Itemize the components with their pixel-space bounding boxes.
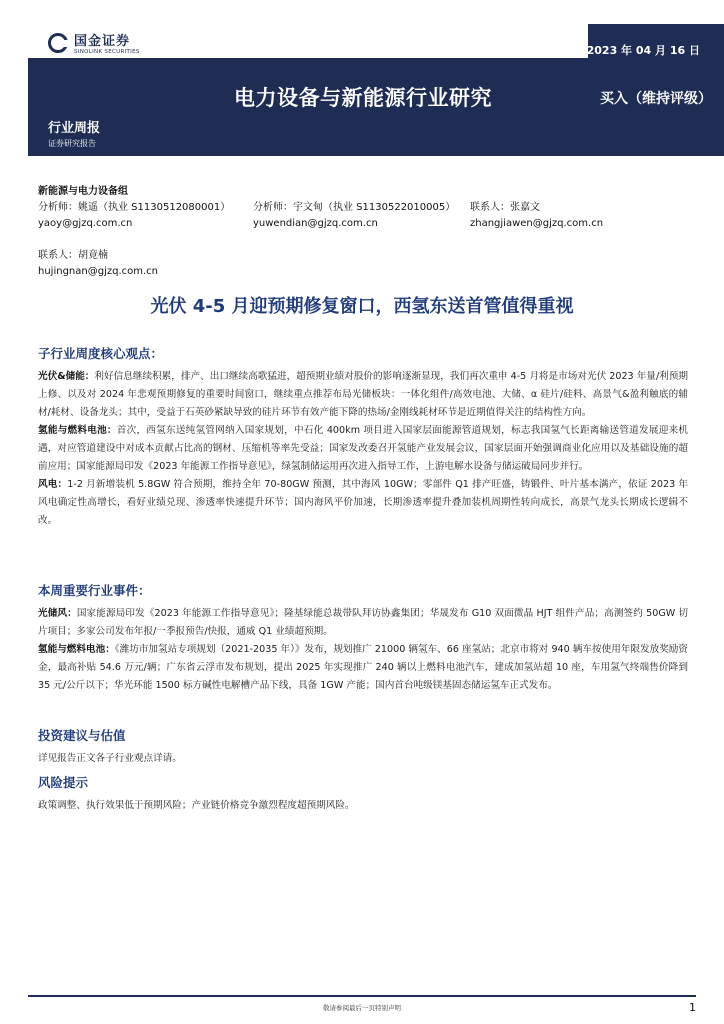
event-paragraph bbox=[38, 641, 688, 695]
rating-badge: 买入（维持评级） bbox=[600, 91, 712, 107]
core-views-section bbox=[38, 344, 688, 530]
event-paragraph bbox=[38, 605, 688, 641]
analyst-emails-row bbox=[38, 216, 710, 232]
report-headline: 光伏 4-5 月迎预期修复窗口，西氢东送首管值得重视 bbox=[150, 296, 574, 317]
analyst-role: 分析师：姚遥（执业 S1130512080001） bbox=[38, 202, 231, 213]
investment-text: 详见报告正文各子行业观点详请。 bbox=[38, 753, 182, 764]
paragraph-text: 1-2 月新增装机 5.8GW 符合预期，维持全年 70-80GW 预测，其中海风 10GW；零部件 Q1 排产旺盛，铸锻件、叶片基本满产，依证 2023 年风电确定性高增长，看好业绩兑现、渗透率快速提升环节；国内海风平价加速，长期渗透率提升叠加装机周期性转向成长，高景气龙头长期成长逻辑不改。 bbox=[38, 479, 688, 526]
paragraph-lead: 氢能与燃料电池： bbox=[38, 644, 115, 655]
paragraph-text: 首次，西氢东送纯氢管网纳入国家规划，中石化 400km 项目进入国家层面能源管道规划，标志我国氢气长距离输送管道发展迎来机遇，对应管道建设中对成本贡献占比高的钢材、压缩机等率先受益；国家发改委召开氢能产业发展会议，国家层面开始强调商业化应用以及基础设施的超前应用；国家能源局印发《2023 年能源工作指导意见》，绿氢制储运用再次进入指导工作，上游电解水设备与储运破局同步并行。 bbox=[38, 425, 688, 472]
report-date: 2023 年 04 月 16 日 bbox=[586, 44, 700, 57]
paragraph-text: 利好信息继续积累，排产、出口继续高歌猛进，超预期业绩对股价的影响逐渐显现，我们再次重申 4-5 月将是市场对光伏 2023 年量/利预期上修、以及对 2024 年悲观预期修复的重要时间窗口，继续重点推荐布局光储板块：一体化组件/高效电池、大储、α 硅片/硅料、高景气&盈利触底的辅材/耗材、设备龙头；其中，受益于石英砂紧缺导致的硅片环节有效产能下降的热场/金刚线耗材环节是近期值得关注的结构性方向。 bbox=[38, 371, 688, 418]
page-number: 1 bbox=[689, 1001, 696, 1014]
paragraph-text: 国家能源局印发《2023 年能源工作指导意见》；隆基绿能总裁带队拜访协鑫集团；华晟发布 G10 双面微晶 HJT 组件产品；高测签约 50GW 切片项目；多家公司发布年报/一季报预告/快报，通威 Q1 业绩超预期。 bbox=[38, 608, 689, 637]
section-title: 本周重要行业事件： bbox=[38, 583, 151, 598]
investment-section bbox=[38, 726, 688, 768]
section-title: 子行业周度核心观点： bbox=[38, 346, 164, 361]
company-logo bbox=[48, 30, 140, 55]
analyst-roles-row bbox=[38, 200, 710, 216]
paragraph-text: 《潍坊市加氢站专项规划（2021-2035 年）》发布，规划推广 21000 辆氢车、66 座氢站；北京市将对 940 辆车按使用年限发放奖励资金，最高补贴 54.6 万元/辆；广东省云浮市发布规划，提出 2025 年实现推广 240 辆以上燃料电池汽车，建成加氢站超 10 座，车用氢气终端售价降到 35 元/公斤以下；华光环能 1500 标方碱性电解槽产品下线，具备 1GW 产能；国内首台吨级镁基固态储运氢车正式发布。 bbox=[38, 644, 689, 691]
report-title: 电力设备与新能源行业研究 bbox=[234, 86, 492, 110]
analyst-email[interactable]: yaoy@gjzq.com.cn bbox=[38, 218, 133, 229]
contact-email[interactable]: hujingnan@gjzq.com.cn bbox=[38, 266, 158, 277]
section-title: 风险提示 bbox=[38, 775, 89, 790]
footer-divider bbox=[28, 995, 696, 997]
logo-name-en: SINOLINK SECURITIES bbox=[74, 49, 140, 55]
footer-disclaimer: 敬请参阅最后一页特别声明 bbox=[323, 1004, 401, 1012]
contact-role: 联系人：张嘉文 bbox=[470, 202, 540, 213]
contact-role: 联系人：胡竟楠 bbox=[38, 250, 108, 261]
core-view-paragraph bbox=[38, 422, 688, 476]
paragraph-lead: 风电： bbox=[38, 479, 68, 490]
contact-email[interactable]: zhangjiawen@gjzq.com.cn bbox=[470, 218, 604, 229]
paragraph-lead: 氢能与燃料电池： bbox=[38, 425, 117, 436]
core-view-paragraph bbox=[38, 368, 688, 422]
analyst-group: 新能源与电力设备组 bbox=[38, 186, 128, 197]
report-type: 行业周报 bbox=[48, 121, 101, 136]
analyst-role: 分析师：宇文甸（执业 S1130522010005） bbox=[253, 202, 456, 213]
paragraph-lead: 光伏&储能： bbox=[38, 371, 95, 382]
report-subtype: 证券研究报告 bbox=[48, 139, 96, 148]
events-section bbox=[38, 581, 688, 695]
analyst-block bbox=[38, 184, 710, 280]
logo-name-cn: 国金证券 bbox=[74, 34, 131, 49]
core-view-paragraph bbox=[38, 476, 688, 530]
report-header bbox=[28, 24, 724, 156]
paragraph-lead: 光储风： bbox=[38, 608, 77, 619]
risk-text: 政策调整、执行效果低于预期风险；产业链价格竞争激烈程度超预期风险。 bbox=[38, 800, 355, 811]
section-title: 投资建议与估值 bbox=[38, 728, 126, 743]
analyst-email[interactable]: yuwendian@gjzq.com.cn bbox=[253, 218, 378, 229]
risk-section bbox=[38, 773, 688, 815]
logo-icon bbox=[48, 33, 68, 53]
